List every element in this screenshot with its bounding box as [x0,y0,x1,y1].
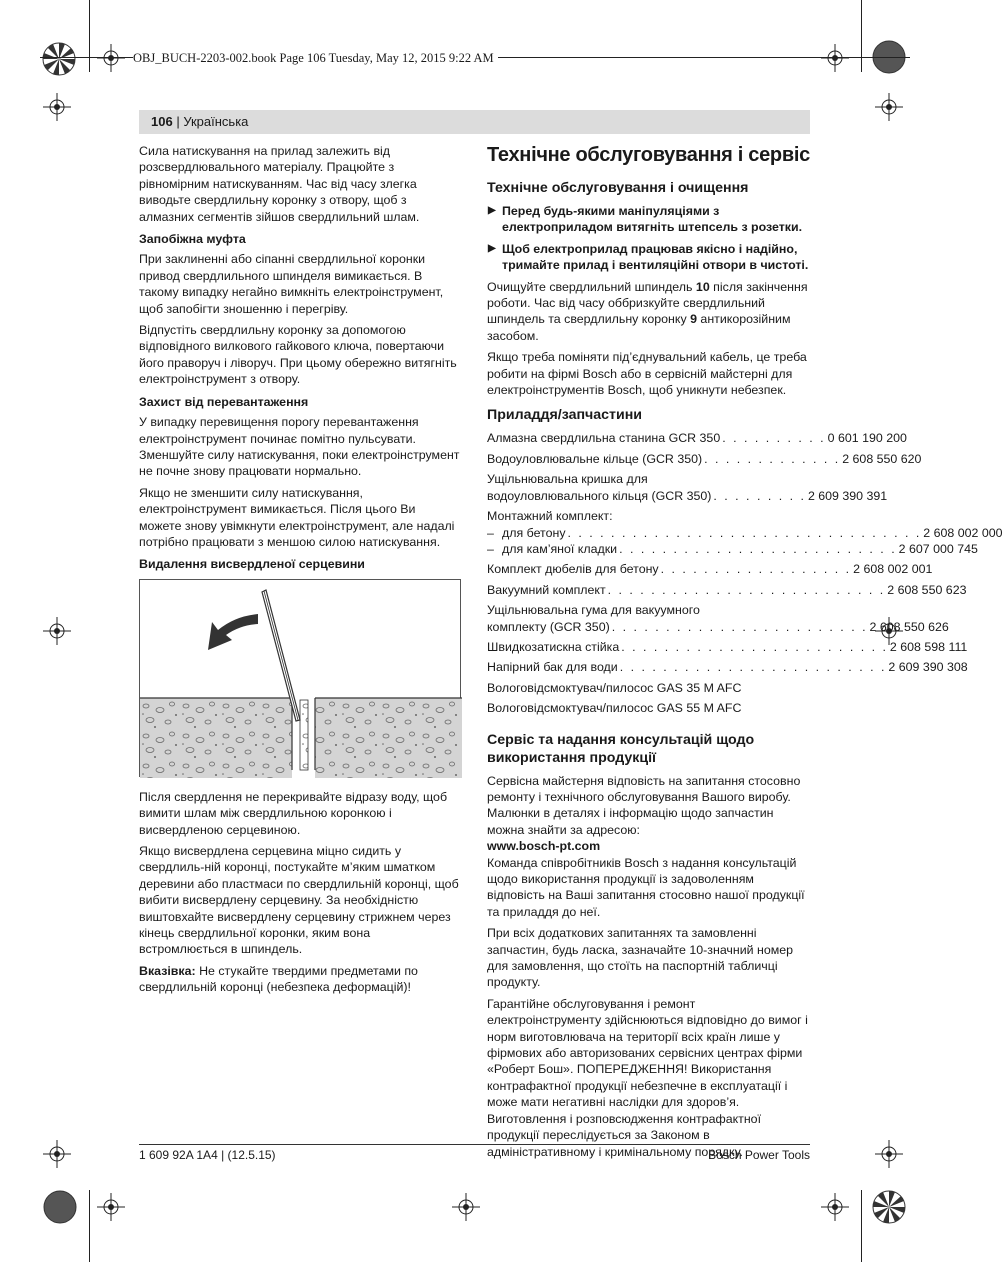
print-info: OBJ_BUCH-2203-002.book Page 106 Tuesday, May 12, 2015 9:22 AM [133,51,498,66]
page-number: 106 [151,114,173,129]
heading-service-consulting: Сервіс та надання консультацій щодо використання продукції [487,731,755,766]
registration-mark-bl-icon [43,1190,77,1224]
crop-line-top-right-v [861,0,862,72]
list-item: Вакуумний комплект . . . . . . . . . . . . . . . . . . . . . . . . . . 2 608 550 623 [487,582,967,597]
crosshair-right-upper-icon [875,93,903,121]
registration-mark-br-icon [872,1190,906,1224]
crosshair-bottom-right-icon [821,1193,849,1221]
bullet-unplug-text: Перед будь-якими маніпуляціями з електроприладом витягніть штепсель з розетки. [502,204,803,235]
list-item: Напірний бак для води . . . . . . . . . . . . . . . . . . . . . . . . . 2 609 390 308 [487,660,968,675]
crop-line-bottom-right-v [861,1190,862,1262]
paragraph-overload-1: У випадку перевищення порогу перевантаження електроінструмент починає помітно пульсувати. Зменшуйте силу натискування, поки електроінструмент не почне знову працювати нормально. [139,415,460,479]
list-item: Комплект дюбелів для бетону . . . . . . . . . . . . . . . . . . 2 608 002 001 [487,562,933,577]
paragraph-cable: Якщо треба поміняти під’єднувальний кабель, це треба робити на фірмі Bosch або в сервісній майстерні для електроінструментів Bosch, щоб уникнути небезпек. [487,350,807,398]
heading-accessories: Приладдя/запчастини [487,407,643,424]
paragraph-intro: Сила натискування на прилад залежить від розсвердлювального матеріалу. Працюйте з рівномірним натискуванням. Час від часу злегка виводьте свердлильну коронку з отвору, щоб з алмазних сегментів зійшов свердлильний шлам. [139,144,420,224]
crosshair-right-lower-icon [875,1140,903,1168]
bosch-website-link[interactable]: www.bosch-pt.com [487,839,601,854]
registration-mark-tl-icon [42,42,76,76]
crosshair-bottom-left-icon [97,1193,125,1221]
list-item: Ущільнювальна гума для вакуумного комплекту (GCR 350) . . . . . . . . . . . . . . . . . . . . . . . . 2 608 550 626 [487,603,949,634]
list-item: Алмазна свердлильна станина GCR 350 . . . . . . . . . . 0 601 190 200 [487,431,907,446]
footer-rule [139,1144,810,1145]
crosshair-bottom-center-icon [452,1193,480,1221]
list-item: Вологовідсмоктувач/пилосос GAS 55 M AFC [487,701,742,716]
triangle-bullet-icon: ▶ [488,242,496,254]
left-column [139,143,461,1001]
crosshair-top-left-icon [97,44,125,72]
right-column [487,143,1003,1165]
paragraph-team: Команда співробітників Bosch з надання консультацій щодо використання продукції із задоволенням відповість на Ваші запитання стосовно нашої продукції та приладдя до неї. [487,855,805,919]
note-text: Не стукайте твердими предметами по свердлильній коронці (небезпека деформацій)! [139,963,418,995]
paragraph-clutch-2: Відпустіть свердлильну коронку за допомогою відповідного вилкового гайкового ключа, повертаючи його праворуч і ліворуч. При цьому обережно витягніть електроінструмент з отвору. [139,323,457,387]
list-item: Ущільнювальна кришка для водоуловлювального кільця (GCR 350) . . . . . . . . . 2 609 390 391 [487,472,888,503]
bullet-keep-clean [487,241,811,274]
crosshair-left-lower-icon [43,1140,71,1168]
heading-maintenance-cleaning: Технічне обслуговування і очищення [487,180,749,196]
crosshair-top-right-icon [821,44,849,72]
paragraph-core-1: Після свердлення не перекривайте відразу воду, щоб вимити шлам між свердлильною коронкою і висвердленою серцевиною. [139,789,448,837]
list-item: Водоуловлювальне кільце (GCR 350) . . . . . . . . . . . . . 2 608 550 620 [487,451,922,466]
footer-brand: Bosch Power Tools [708,1148,810,1162]
crosshair-left-middle-icon [43,617,71,645]
paragraph-order: При всіх додаткових запитаннях та замовленні запчастин, будь ласка, зазначайте 10-значний номер для замовлення, що стоїть на паспортній табличці продукту. [487,926,794,990]
page-header: 106 | Українська [139,110,810,134]
bullet-unplug [487,203,811,236]
list-item-mounting-kit: Монтажний комплект: – для бетону . . . . . . . . . . . . . . . . . . . . . . . . . . . . . . . . . 2 608 002 000 – для кам’яної кладки . . . . . . . . . . . . . . . . . . . . . . . . . . 2 607 000 745 [487,509,1003,556]
crop-line-bottom-left-v [89,1190,90,1262]
paragraph-clean-spindle: Очищуйте свердлильний шпиндель 10 після закінчення роботи. Час від часу оббризкуйте свердлильний шпиндель та свердлильну коронку 9 антикорозійним засобом. [487,279,808,343]
bullet-keep-clean-text: Щоб електроприлад працював якісно і надійно, тримайте прилад і вентиляційні отвори в чистоті. [502,241,809,273]
footer-doc-number: 1 609 92A 1A4 | (12.5.15) [139,1148,276,1162]
note-paragraph [139,963,461,996]
list-item: Швидкозатискна стійка . . . . . . . . . . . . . . . . . . . . . . . . . 2 608 598 111 [487,639,968,654]
paragraph-overload-2: Якщо не зменшити силу натискування, електроінструмент вимикається. Після цього Ви можете знову увімкнути електроінструмент, але надалі потрібно працювати з меншою силою натискування. [139,485,455,549]
paragraph-service: Сервісна майстерня відповість на запитання стосовно ремонту і технічного обслуговування Вашого виробу. Малюнки в деталях і інформацію щодо запчастин можна знайти за адресою: [487,773,801,837]
heading-maintenance-service: Технічне обслуговування і сервіс [487,144,810,166]
triangle-bullet-icon: ▶ [488,205,496,216]
page-language: Українська [183,114,249,129]
heading-overload: Захист від перевантаження [139,394,309,409]
note-label: Вказівка: [139,963,196,978]
heading-clutch: Запобіжна муфта [139,232,246,247]
illustration-svg [140,580,462,778]
crosshair-left-upper-icon [43,93,71,121]
paragraph-clutch-1: При заклиненні або сіпанні свердлильної коронки привод свердлильного шпинделя вимикається. В такому випадку негайно вимкніть електроінструмент, щоб запобігти зношенню і перегріву. [139,252,444,316]
paragraph-warranty: Гарантійне обслуговування і ремонт електроінструменту здійснюються відповідно до вимог і норм виготовлювача на території всіх країн лише у фірмових або авторизованих сервісних центрах фірми «Роберт Бош». ПОПЕРЕДЖЕННЯ! Використання контрафактної продукції небезпечне в експлуатації і може мати негативні наслідки для здоров’я. Виготовлення і розповсюдження контрафактної продукції переслідується за Законом в адміністративному і кримінальному порядку. [487,996,808,1159]
paragraph-core-2: Якщо висвердлена серцевина міцно сидить у свердлиль-ній коронці, постукайте м’яким шматком деревини або пластмаси по свердлильній коронці, щоб вибити висвердлену серцевину. За необхідністю виштовхайте висвердлену серцевину стрижнем через кінець свердлильної коронки, яким вона встромлюється в шпиндель. [139,843,459,957]
core-removal-illustration [139,579,461,777]
parts-list [487,430,907,446]
list-item: Вологовідсмоктувач/пилосос GAS 35 M AFC [487,680,742,695]
crop-line-top-left-v [89,0,90,72]
heading-core-removal: Видалення висвердленої серцевини [139,557,365,572]
